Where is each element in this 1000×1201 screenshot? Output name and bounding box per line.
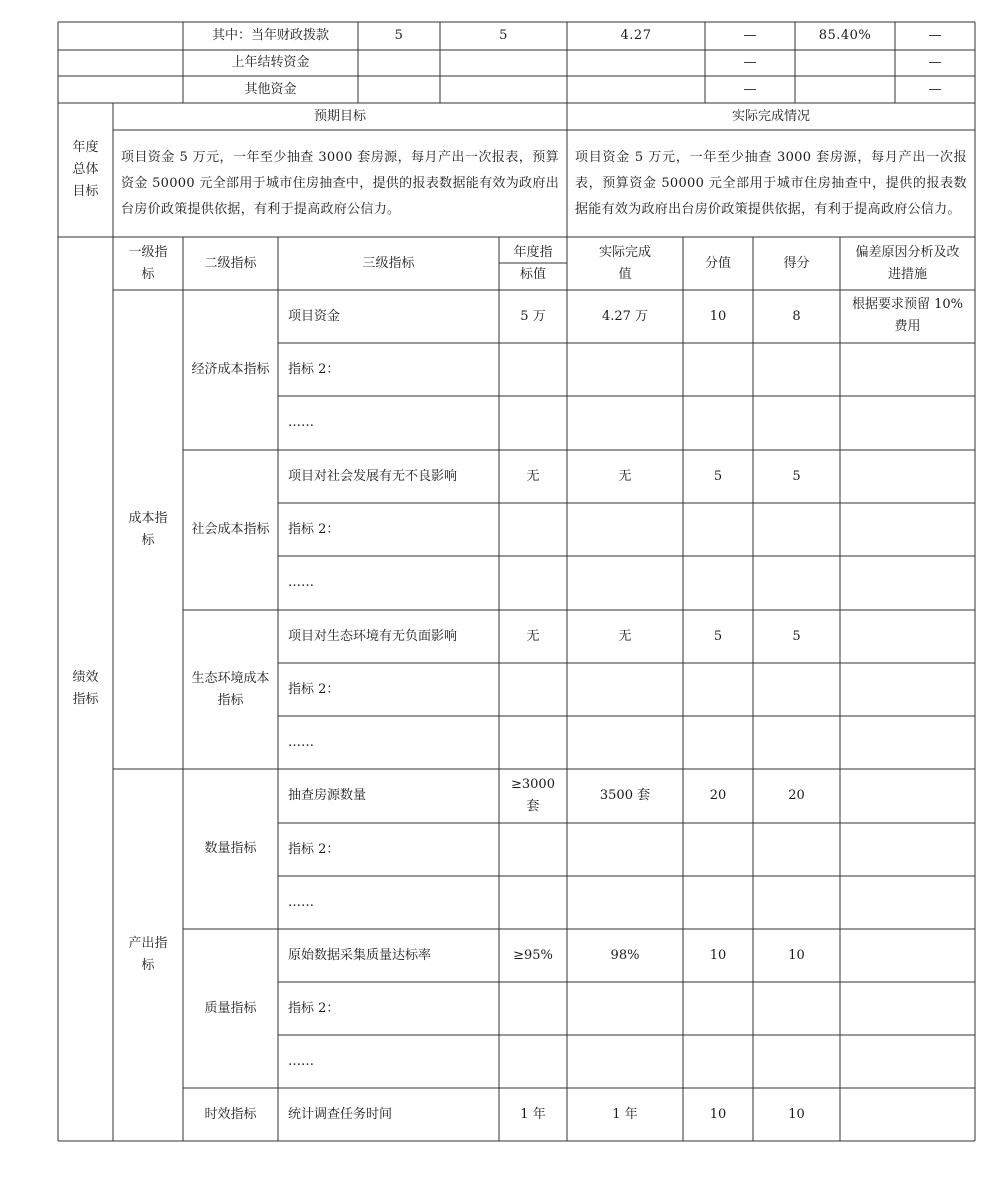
level1-output: 产出指标 [128, 936, 168, 973]
indicator-score: 20 [788, 788, 805, 803]
level2-social: 社会成本指标 [191, 522, 270, 537]
indicator-deviation: 根据要求预留 10% 费用 [851, 297, 964, 334]
indicator-name: …… [288, 734, 314, 750]
level2-econ: 经济成本指标 [191, 362, 270, 377]
indicator-name: 抽查房源数量 [288, 788, 367, 803]
funding-row-label: 其他资金 [244, 81, 297, 97]
indicator-name: 指标 2： [288, 841, 340, 857]
indicator-actual: 4.27 万 [601, 308, 649, 324]
indicator-target: ≥3000 套 [511, 777, 555, 814]
expected-goal-text: 项目资金 5 万元，一年至少抽查 3000 套房源，每月产出一次报表，预算资金 50000 元全部用于城市住房抽查中，提供的报表数据能有效为政府出台房价政策提供依据，有利于提高政府公信力。 [121, 149, 559, 217]
indicator-weight: 10 [709, 1106, 727, 1122]
level2-timeliness: 时效指标 [204, 1106, 257, 1122]
funding-score-total: — [743, 28, 757, 43]
indicator-score: 5 [792, 628, 801, 644]
header-level1: 一级指标 [128, 244, 168, 282]
level1-cost: 成本指标 [128, 510, 168, 548]
indicator-name: 原始数据采集质量达标率 [288, 947, 432, 963]
funding-score: — [928, 81, 942, 97]
funding-budget: 5 [394, 28, 404, 43]
header-actual: 实际完成值 [598, 244, 651, 282]
funding-row-label: 上年结转资金 [231, 55, 310, 70]
indicator-weight: 10 [709, 947, 727, 963]
level2-quantity: 数量指标 [204, 841, 257, 856]
indicator-score: 10 [788, 947, 805, 963]
indicator-score: 10 [788, 1106, 805, 1122]
indicator-target: 无 [526, 468, 540, 484]
indicator-name: 指标 2： [288, 521, 340, 537]
goal-row-header: 年度总体目标 [72, 140, 99, 199]
header-score: 得分 [783, 255, 810, 271]
indicator-actual: 98% [610, 947, 640, 963]
indicator-score: 5 [792, 468, 801, 484]
indicator-actual: 3500 套 [599, 788, 651, 803]
indicator-weight: 20 [709, 788, 727, 803]
indicator-weight: 5 [713, 628, 723, 644]
header-level3: 三级指标 [362, 255, 415, 271]
indicator-actual: 无 [618, 628, 632, 644]
indicator-target: 5 万 [520, 308, 546, 324]
indicator-name: 项目资金 [288, 308, 341, 324]
indicator-target: 1 年 [520, 1106, 546, 1122]
indicator-name: …… [288, 894, 314, 910]
funding-executed: 4.27 [620, 28, 652, 43]
perf-row-header: 绩效指标 [72, 670, 99, 707]
level2-eco: 生态环境成本指标 [191, 670, 270, 708]
funding-score-total: — [743, 81, 757, 97]
indicator-name: …… [288, 575, 314, 590]
header-deviation: 偏差原因分析及改进措施 [855, 244, 960, 282]
funding-score: — [928, 55, 942, 70]
indicator-score: 8 [792, 308, 801, 324]
expected-goal-header: 预期目标 [313, 108, 366, 124]
funding-adjusted: 5 [499, 28, 508, 43]
funding-score: — [928, 28, 942, 43]
indicator-name: …… [288, 415, 314, 430]
indicator-weight: 5 [713, 468, 723, 484]
indicator-target: ≥95% [513, 947, 553, 963]
indicator-name: 统计调查任务时间 [288, 1106, 393, 1122]
indicator-actual: 无 [618, 468, 632, 484]
header-target: 年度指标值 [513, 244, 553, 282]
actual-goal-header: 实际完成情况 [731, 108, 810, 124]
header-weight: 分值 [704, 255, 731, 271]
indicator-name: 项目对社会发展有无不良影响 [288, 468, 458, 484]
indicator-name: 指标 2： [288, 361, 340, 377]
indicator-weight: 10 [709, 308, 727, 324]
indicator-name: 指标 2： [288, 1000, 340, 1016]
funding-row-label: 其中：当年财政拨款 [211, 28, 329, 43]
indicator-name: 项目对生态环境有无负面影响 [288, 628, 458, 644]
indicator-name: 指标 2： [288, 681, 340, 697]
level2-quality: 质量指标 [204, 1000, 257, 1016]
funding-score-total: — [743, 55, 757, 70]
actual-goal-text: 项目资金 5 万元，一年至少抽查 3000 套房源，每月产出一次报表，预算资金 50000 元全部用于城市住房抽查中，提供的报表数据能有效为政府出台房价政策提供依据，有利于提高政府公信力。 [575, 149, 967, 217]
header-level2: 二级指标 [204, 255, 257, 271]
indicator-name: …… [288, 1053, 314, 1069]
indicator-actual: 1 年 [612, 1106, 638, 1122]
funding-exec-rate: 85.40% [818, 28, 872, 43]
indicator-target: 无 [526, 628, 540, 644]
